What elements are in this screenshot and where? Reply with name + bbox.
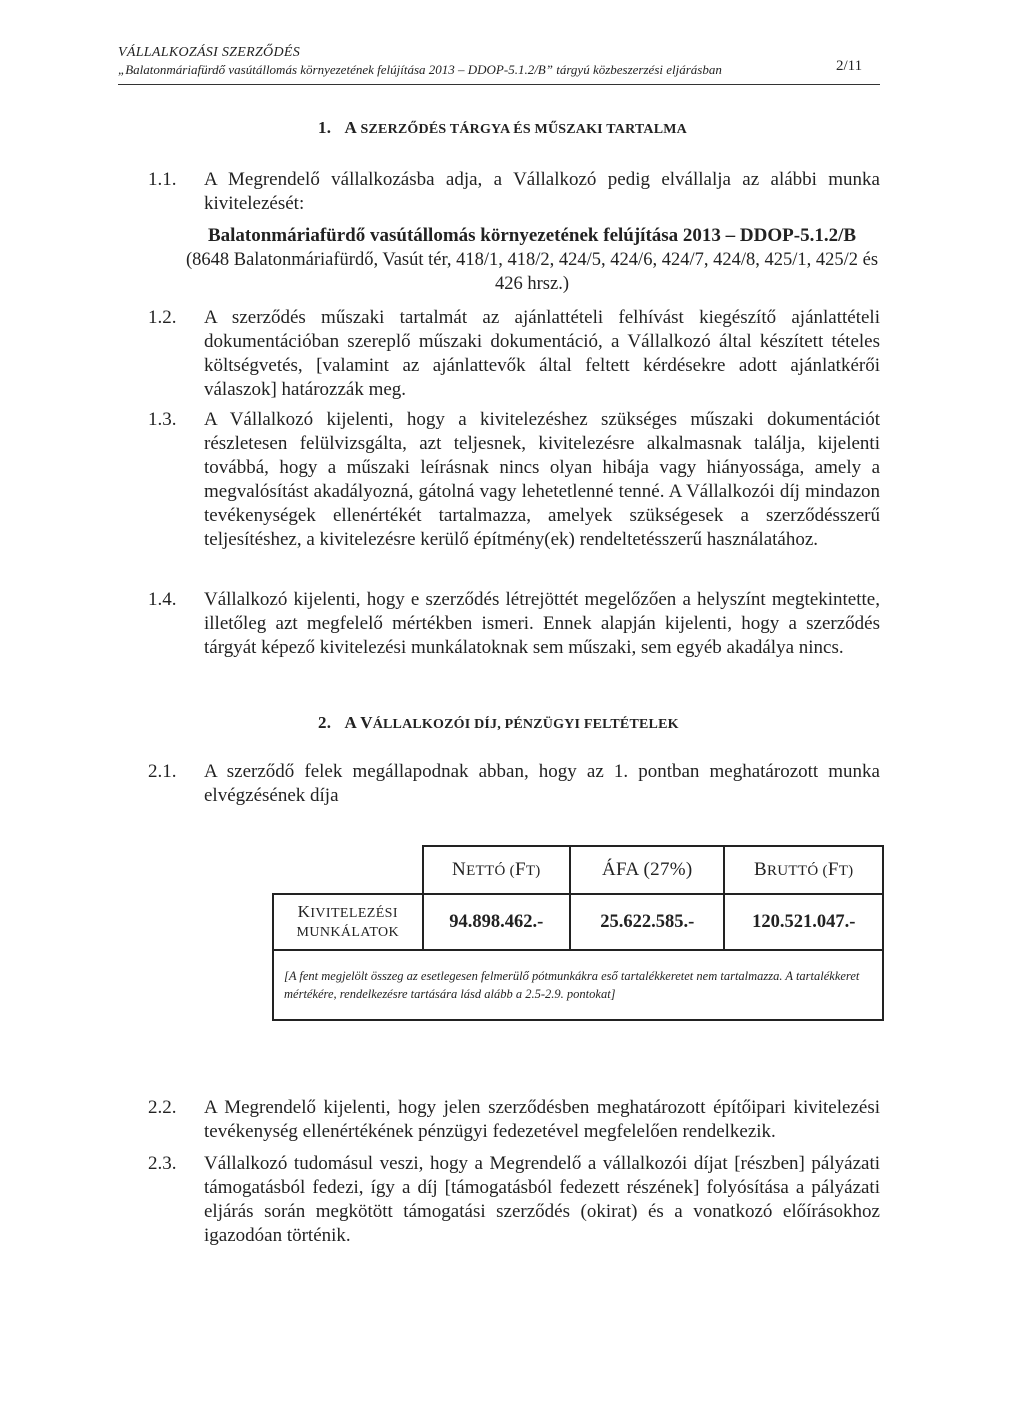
fee-table-note-row <box>273 950 883 1020</box>
clause-1-1 <box>148 168 880 218</box>
section-1-title-a: A <box>344 118 361 137</box>
clause-text: A Megrendelő vállalkozásba adja, a Vállalkozó pedig elvállalja az alábbi munka kivitelezését: <box>204 169 880 214</box>
clause-number: 1.4. <box>148 589 177 610</box>
clause-number: 1.1. <box>148 169 177 190</box>
project-block <box>184 224 880 296</box>
clause-text: Vállalkozó kijelenti, hogy e szerződés létrejöttét megelőzően a helyszínt megtekintette, illetőleg azt megfelelő mértékben ismeri. Ennek alapján kijelenti, hogy a szerződés tárgyát képező kivitelezési munkálatoknak sem műszaki, sem egyéb akadálya nincs. <box>204 589 880 658</box>
header-title: VÁLLALKOZÁSI SZERZŐDÉS <box>118 45 301 60</box>
clause-2-3 <box>148 1152 880 1252</box>
header-rule <box>118 84 880 85</box>
value-gross: 120.521.047.- <box>724 894 883 950</box>
clause-text: A Megrendelő kijelenti, hogy jelen szerződésben meghatározott építőipari kivitelezési tevékenység ellenértékének pénzügyi fedezetével megfelelően rendelkezik. <box>204 1097 880 1142</box>
header-vat: ÁFA (27%) <box>570 846 724 894</box>
fee-table-corner <box>273 846 423 894</box>
section-2-title-rest: ÁLLALKOZÓI DÍJ, PÉNZÜGYI FELTÉTELEK <box>372 717 679 732</box>
clause-number: 2.3. <box>148 1153 177 1174</box>
row-label: KIVITELEZÉSI MUNKÁLATOK <box>273 894 423 950</box>
section-2-title-a: A V <box>344 713 373 732</box>
clause-text: Vállalkozó tudomásul veszi, hogy a Megrendelő a vállalkozói díjat [részben] pályázati támogatásból fedezi, így a díj [támogatásból fedezett részének] folyósítása a pályázati eljárás során megkötött támogatási szerződés (okirat) és a vonatkozó előírásokhoz igazodóan történik. <box>204 1153 880 1246</box>
clause-1-3 <box>148 408 880 598</box>
clause-text: A szerződés műszaki tartalmát az ajánlattételi felhívást kiegészítő ajánlattételi dokumentációban szereplő műszaki dokumentáció, a Vállalkozó által készített tételes költségvetés, [valamint az ajánlattevők által feltett kérdésekre adott ajánlatkérői válaszok] határozzák meg. <box>204 307 880 400</box>
clause-number: 1.2. <box>148 307 177 328</box>
section-1-number: 1. <box>318 118 332 137</box>
fee-table-note: [A fent megjelölt összeg az esetlegesen felmerülő pótmunkákra eső tartalékkeretet nem tartalmazza. A tartalékkeret mértékére, rendelkezésre tartására lásd alább a 2.5-2.9. pontokat] <box>273 950 883 1020</box>
clause-number: 2.1. <box>148 761 177 782</box>
page-number: 2/11 <box>836 58 863 74</box>
fee-table <box>272 845 884 1021</box>
fee-table-row <box>273 894 883 950</box>
value-vat: 25.622.585.- <box>570 894 724 950</box>
value-net: 94.898.462.- <box>423 894 571 950</box>
header-net: NETTÓ (FT) <box>423 846 571 894</box>
fee-table-header-row <box>273 846 883 894</box>
section-1-title-rest: SZERZŐDÉS TÁRGYA ÉS MŰSZAKI TARTALMA <box>360 122 687 137</box>
clause-1-2 <box>148 306 880 406</box>
clause-2-1 <box>148 760 880 810</box>
clause-text: A szerződő felek megállapodnak abban, hogy az 1. pontban meghatározott munka elvégzésének díja <box>204 761 880 806</box>
section-1-title <box>318 118 687 138</box>
project-address: (8648 Balatonmáriafürdő, Vasút tér, 418/1, 418/2, 424/5, 424/6, 424/7, 424/8, 425/1, 425/2 és 426 hrsz.) <box>185 250 879 294</box>
clause-text: A Vállalkozó kijelenti, hogy a kivitelezéshez szükséges műszaki dokumentációt részletesen felülvizsgálta, azt teljesnek, kivitelezésre alkalmasnak találja, kijelenti továbbá, hogy a műszaki leírásnak nincs olyan hibája vagy hiányossága, amely a megvalósítást akadályozná, gátolná vagy lehetetlenné tenné. A Vállalkozói díj mindazon tevékenységek ellenértékét tartalmazza, amelyek szükségesek a szerződésszerű teljesítéshez, a kivitelezésre kerülő építmény(ek) rendeltetésszerű használatához. <box>204 409 880 550</box>
project-title: Balatonmáriafürdő vasútállomás környezetének felújítása 2013 – DDOP-5.1.2/B <box>207 225 857 246</box>
running-header <box>118 44 880 78</box>
section-2-title <box>318 713 679 733</box>
clause-1-4 <box>148 588 880 688</box>
clause-number: 2.2. <box>148 1097 177 1118</box>
header-gross: BRUTTÓ (FT) <box>724 846 883 894</box>
section-2-number: 2. <box>318 713 332 732</box>
clause-number: 1.3. <box>148 409 177 430</box>
header-subtitle: „Balatonmáriafürdő vasútállomás környezetének felújítása 2013 – DDOP-5.1.2/B” tárgyú közbeszerzési eljárásban <box>118 62 722 77</box>
